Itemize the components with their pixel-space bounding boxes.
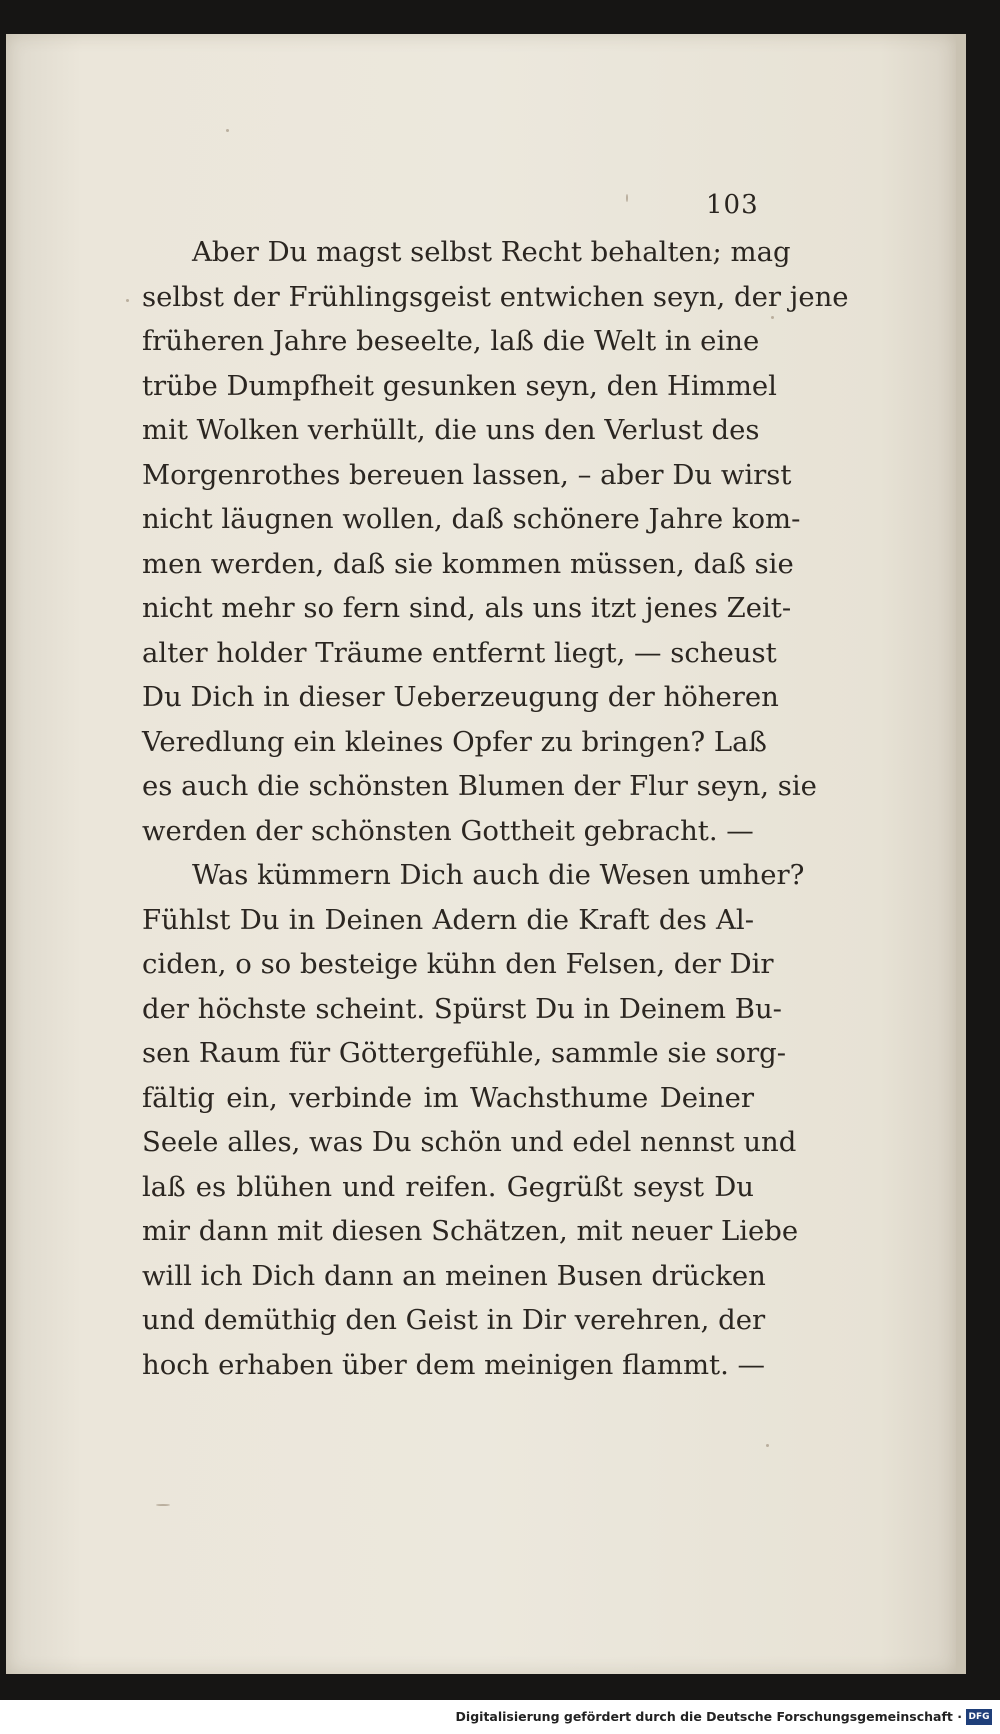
text-line: ciden, o so besteige kühn den Felsen, der Dir	[142, 948, 774, 980]
text-line: will ich Dich dann an meinen Busen drücken	[142, 1259, 766, 1292]
paragraph	[142, 230, 849, 853]
page-number: 103	[706, 190, 759, 220]
text-line: Morgenrothes bereuen lassen, – aber Du wirst	[142, 458, 792, 491]
text-line: fältig ein, verbinde im Wachsthume Deiner	[142, 1081, 754, 1114]
text-line: Veredlung ein kleines Opfer zu bringen? Laß	[142, 725, 767, 758]
text-line: Aber Du magst selbst Recht behalten; mag	[192, 236, 791, 268]
text-line: hoch erhaben über dem meinigen flammt. —	[142, 1348, 766, 1381]
text-line: men werden, daß sie kommen müssen, daß sie	[142, 547, 794, 580]
text-line: trübe Dumpfheit gesunken seyn, den Himmel	[142, 369, 777, 402]
text-line: Fühlst Du in Deinen Adern die Kraft des Al-	[142, 903, 754, 936]
digitization-credit: Digitalisierung gefördert durch die Deutsche Forschungsgemeinschaft ·	[455, 1709, 962, 1724]
text-line: alter holder Träume entfernt liegt, — scheust	[142, 636, 777, 669]
text-line: es auch die schönsten Blumen der Flur seyn, sie	[142, 770, 817, 802]
text-line: selbst der Frühlingsgeist entwichen seyn, der jene	[142, 280, 849, 313]
text-line: sen Raum für Göttergefühle, sammle sie sorg-	[142, 1037, 787, 1069]
text-line: mir dann mit diesen Schätzen, mit neuer Liebe	[142, 1215, 799, 1247]
text-line: werden der schönsten Gottheit gebracht. —	[142, 814, 754, 847]
text-line: Seele alles, was Du schön und edel nennst und	[142, 1126, 797, 1158]
text-line: laß es blühen und reifen. Gegrüßt seyst Du	[142, 1170, 754, 1203]
text-line: und demüthig den Geist in Dir verehren, der	[142, 1304, 766, 1336]
text-line: Du Dich in dieser Ueberzeugung der höheren	[142, 681, 779, 713]
text-line: der höchste scheint. Spürst Du in Deinem Bu-	[142, 992, 782, 1025]
text-line: mit Wolken verhüllt, die uns den Verlust des	[142, 414, 760, 446]
paragraph	[142, 853, 805, 1387]
page-edge	[956, 34, 966, 1674]
text-line: nicht läugnen wollen, daß schönere Jahre kom-	[142, 503, 801, 535]
text-line: früheren Jahre beseelte, laß die Welt in eine	[142, 325, 760, 357]
text-line: Was kümmern Dich auch die Wesen umher?	[192, 859, 805, 891]
text-line: nicht mehr so fern sind, als uns itzt jenes Zeit-	[142, 592, 792, 624]
body-text	[142, 230, 849, 1387]
dfg-logo: DFG	[966, 1709, 992, 1725]
